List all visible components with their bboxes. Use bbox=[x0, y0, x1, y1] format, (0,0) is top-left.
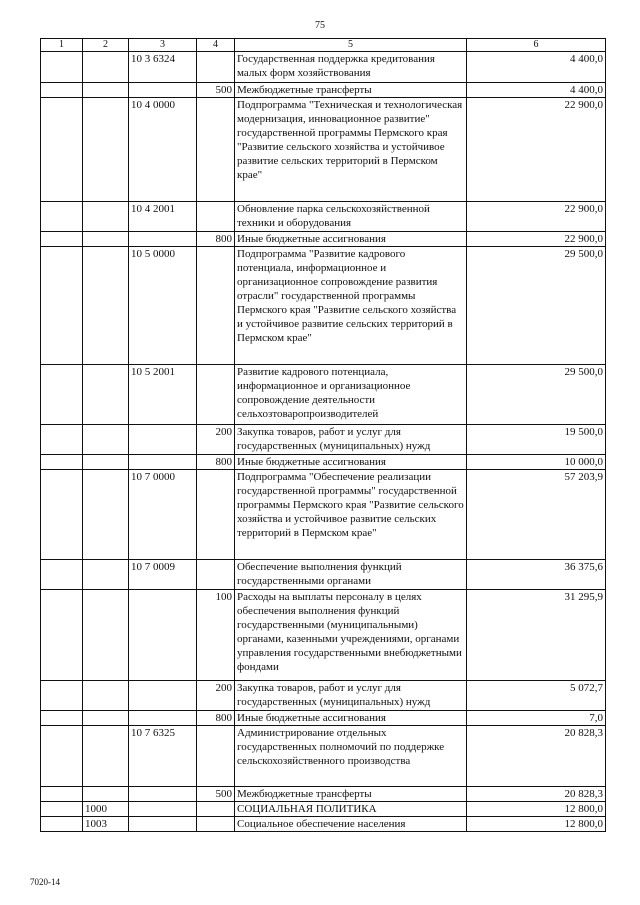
cell-amount: 22 900,0 bbox=[467, 232, 606, 247]
cell-description: Межбюджетные трансферты bbox=[235, 787, 467, 802]
column-header-2: 2 bbox=[83, 39, 129, 52]
cell-expense-type bbox=[197, 202, 235, 232]
cell-expense-type: 800 bbox=[197, 232, 235, 247]
cell-description: Социальное обеспечение населения bbox=[235, 817, 467, 832]
table-row bbox=[41, 560, 606, 590]
column-header-4: 4 bbox=[197, 39, 235, 52]
table-row bbox=[41, 52, 606, 83]
cell-description: Иные бюджетные ассигнования bbox=[235, 232, 467, 247]
cell-section bbox=[83, 470, 129, 560]
cell-target-article: 10 4 2001 bbox=[129, 202, 197, 232]
table-row bbox=[41, 232, 606, 247]
cell-section: 1000 bbox=[83, 802, 129, 817]
cell-col1 bbox=[41, 247, 83, 365]
cell-col1 bbox=[41, 560, 83, 590]
cell-target-article: 10 4 0000 bbox=[129, 98, 197, 202]
table-row bbox=[41, 817, 606, 832]
cell-section bbox=[83, 98, 129, 202]
cell-expense-type: 800 bbox=[197, 455, 235, 470]
column-header-5: 5 bbox=[235, 39, 467, 52]
cell-section bbox=[83, 202, 129, 232]
column-number-row bbox=[41, 39, 606, 52]
cell-col1 bbox=[41, 787, 83, 802]
cell-amount: 22 900,0 bbox=[467, 98, 606, 202]
cell-expense-type bbox=[197, 560, 235, 590]
cell-amount: 31 295,9 bbox=[467, 590, 606, 681]
cell-description: Иные бюджетные ассигнования bbox=[235, 455, 467, 470]
cell-col1 bbox=[41, 711, 83, 726]
cell-col1 bbox=[41, 817, 83, 832]
footer-code: 7020-14 bbox=[30, 877, 60, 887]
cell-expense-type bbox=[197, 365, 235, 425]
cell-description: Обновление парка сельскохозяйственной техники и оборудования bbox=[235, 202, 467, 232]
column-header-3: 3 bbox=[129, 39, 197, 52]
cell-section bbox=[83, 726, 129, 787]
cell-amount: 7,0 bbox=[467, 711, 606, 726]
cell-expense-type bbox=[197, 52, 235, 83]
cell-section bbox=[83, 560, 129, 590]
cell-target-article bbox=[129, 425, 197, 455]
cell-description: СОЦИАЛЬНАЯ ПОЛИТИКА bbox=[235, 802, 467, 817]
cell-description: Иные бюджетные ассигнования bbox=[235, 711, 467, 726]
table-row bbox=[41, 425, 606, 455]
cell-section bbox=[83, 787, 129, 802]
cell-description: Закупка товаров, работ и услуг для государственных (муниципальных) нужд bbox=[235, 425, 467, 455]
cell-col1 bbox=[41, 425, 83, 455]
cell-expense-type: 200 bbox=[197, 681, 235, 711]
cell-expense-type: 200 bbox=[197, 425, 235, 455]
cell-col1 bbox=[41, 232, 83, 247]
cell-expense-type bbox=[197, 802, 235, 817]
cell-amount: 12 800,0 bbox=[467, 817, 606, 832]
table-row bbox=[41, 470, 606, 560]
cell-amount: 5 072,7 bbox=[467, 681, 606, 711]
table-row bbox=[41, 726, 606, 787]
cell-amount: 20 828,3 bbox=[467, 726, 606, 787]
table-row bbox=[41, 711, 606, 726]
cell-target-article bbox=[129, 711, 197, 726]
cell-section: 1003 bbox=[83, 817, 129, 832]
cell-amount: 4 400,0 bbox=[467, 52, 606, 83]
cell-col1 bbox=[41, 470, 83, 560]
cell-amount: 22 900,0 bbox=[467, 202, 606, 232]
cell-col1 bbox=[41, 98, 83, 202]
table-row bbox=[41, 590, 606, 681]
cell-section bbox=[83, 232, 129, 247]
cell-description: Расходы на выплаты персоналу в целях обеспечения выполнения функций государственными (муниципальными) органами, казенными учреждениями, органами управления государственными внебюджетными фондами bbox=[235, 590, 467, 681]
cell-description: Администрирование отдельных государственных полномочий по поддержке сельскохозяйственного производства bbox=[235, 726, 467, 787]
cell-section bbox=[83, 247, 129, 365]
cell-description: Межбюджетные трансферты bbox=[235, 83, 467, 98]
cell-target-article bbox=[129, 232, 197, 247]
cell-expense-type bbox=[197, 98, 235, 202]
cell-description: Подпрограмма "Обеспечение реализации государственной программы" государственной программы Пермского края "Развитие сельского хозяйства и устойчивое развитие сельских территорий в Пермском крае" bbox=[235, 470, 467, 560]
cell-amount: 20 828,3 bbox=[467, 787, 606, 802]
cell-col1 bbox=[41, 590, 83, 681]
cell-expense-type bbox=[197, 817, 235, 832]
cell-amount: 29 500,0 bbox=[467, 247, 606, 365]
table-row bbox=[41, 802, 606, 817]
cell-expense-type: 500 bbox=[197, 83, 235, 98]
cell-expense-type bbox=[197, 726, 235, 787]
table-row bbox=[41, 365, 606, 425]
cell-section bbox=[83, 425, 129, 455]
cell-amount: 29 500,0 bbox=[467, 365, 606, 425]
cell-section bbox=[83, 455, 129, 470]
table-row bbox=[41, 83, 606, 98]
cell-section bbox=[83, 681, 129, 711]
cell-target-article bbox=[129, 681, 197, 711]
budget-table bbox=[40, 38, 606, 832]
cell-col1 bbox=[41, 802, 83, 817]
cell-col1 bbox=[41, 83, 83, 98]
page-number: 75 bbox=[315, 20, 325, 31]
cell-amount: 12 800,0 bbox=[467, 802, 606, 817]
cell-col1 bbox=[41, 455, 83, 470]
cell-description: Подпрограмма "Развитие кадрового потенциала, информационное и организационное сопровождение развития отрасли" государственной программы Пермского края "Развитие сельского хозяйства и устойчивое развитие сельских территорий в Пермском крае" bbox=[235, 247, 467, 365]
cell-section bbox=[83, 711, 129, 726]
cell-target-article bbox=[129, 83, 197, 98]
cell-section bbox=[83, 52, 129, 83]
cell-target-article: 10 3 6324 bbox=[129, 52, 197, 83]
cell-col1 bbox=[41, 681, 83, 711]
table-row bbox=[41, 202, 606, 232]
cell-col1 bbox=[41, 726, 83, 787]
cell-target-article bbox=[129, 455, 197, 470]
table-row bbox=[41, 787, 606, 802]
table-body bbox=[41, 52, 606, 832]
cell-target-article: 10 7 0000 bbox=[129, 470, 197, 560]
column-header-6: 6 bbox=[467, 39, 606, 52]
column-header-1: 1 bbox=[41, 39, 83, 52]
cell-col1 bbox=[41, 52, 83, 83]
cell-target-article: 10 5 2001 bbox=[129, 365, 197, 425]
cell-description: Подпрограмма "Техническая и технологическая модернизация, инновационное развитие" государственной программы Пермского края "Развитие сельского хозяйства и устойчивое развитие сельских территорий в Пермском крае" bbox=[235, 98, 467, 202]
cell-amount: 19 500,0 bbox=[467, 425, 606, 455]
cell-col1 bbox=[41, 365, 83, 425]
cell-section bbox=[83, 590, 129, 681]
table-row bbox=[41, 98, 606, 202]
cell-target-article: 10 7 0009 bbox=[129, 560, 197, 590]
cell-description: Развитие кадрового потенциала, информационное и организационное сопровождение деятельности сельхозтоваропроизводителей bbox=[235, 365, 467, 425]
cell-description: Закупка товаров, работ и услуг для государственных (муниципальных) нужд bbox=[235, 681, 467, 711]
cell-description: Государственная поддержка кредитования малых форм хозяйствования bbox=[235, 52, 467, 83]
cell-section bbox=[83, 83, 129, 98]
cell-expense-type: 500 bbox=[197, 787, 235, 802]
cell-section bbox=[83, 365, 129, 425]
cell-expense-type bbox=[197, 470, 235, 560]
cell-amount: 10 000,0 bbox=[467, 455, 606, 470]
cell-description: Обеспечение выполнения функций государственными органами bbox=[235, 560, 467, 590]
table-row bbox=[41, 247, 606, 365]
cell-target-article: 10 7 6325 bbox=[129, 726, 197, 787]
cell-expense-type: 100 bbox=[197, 590, 235, 681]
cell-expense-type bbox=[197, 247, 235, 365]
cell-target-article: 10 5 0000 bbox=[129, 247, 197, 365]
cell-target-article bbox=[129, 817, 197, 832]
cell-target-article bbox=[129, 787, 197, 802]
cell-expense-type: 800 bbox=[197, 711, 235, 726]
cell-target-article bbox=[129, 590, 197, 681]
cell-col1 bbox=[41, 202, 83, 232]
cell-amount: 4 400,0 bbox=[467, 83, 606, 98]
table-row bbox=[41, 681, 606, 711]
cell-amount: 36 375,6 bbox=[467, 560, 606, 590]
table-row bbox=[41, 455, 606, 470]
cell-target-article bbox=[129, 802, 197, 817]
cell-amount: 57 203,9 bbox=[467, 470, 606, 560]
